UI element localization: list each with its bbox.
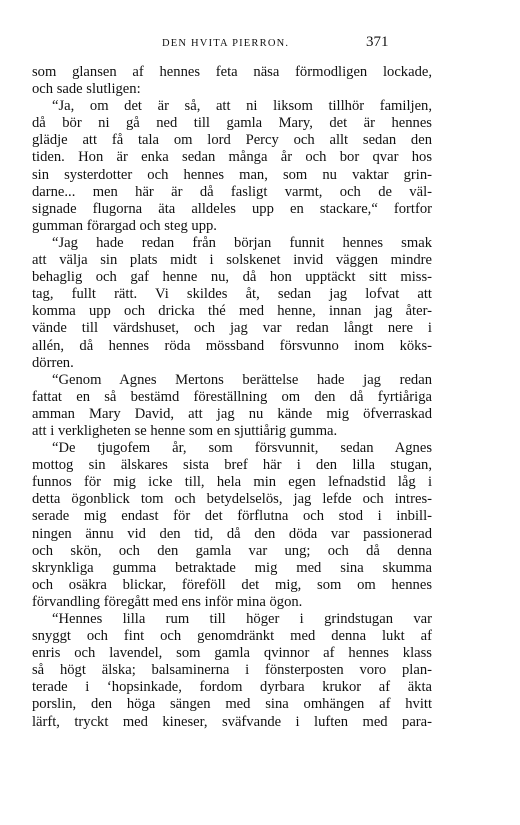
text-line: ningen ännu vid den tid, då den döda var passionerad	[32, 525, 432, 542]
text-line: “Genom Agnes Mertons berättelse hade jag redan	[52, 371, 432, 388]
text-line: enris och lavendel, som gamla qvinnor af hennes klass	[32, 645, 432, 662]
text-line: komma upp och dricka thé med henne, innan jag åter-	[32, 303, 432, 320]
body-text	[32, 64, 432, 731]
text-line: gumman förargad och steg upp.	[32, 217, 217, 234]
text-line: då bör ni gå ned till gamla Mary, det är hennes	[32, 115, 432, 132]
text-line: “De tjugofem år, som försvunnit, sedan Agnes	[52, 440, 432, 457]
text-line: “Hennes lilla rum till höger i grindstugan var	[52, 611, 432, 627]
text-line: skrynkliga gumma betraktade mig med sina skumma	[32, 559, 432, 576]
text-line: glädje att få tala om lord Percy och allt sedan den	[32, 132, 432, 149]
text-line: lärft, tryckt med kineser, sväfvande i luften med para-	[32, 713, 432, 730]
text-line: sin systerdotter och hennes man, som nu vaktar grin-	[32, 166, 432, 183]
text-line: tag, fullt rätt. Vi skildes åt, sedan jag lofvat att	[32, 286, 432, 303]
text-line: och osäkra blickar, föreföll det mig, som om hennes	[32, 576, 432, 593]
text-line: detta ögonblick tom och betydelselös, jag lefde och intres-	[32, 491, 432, 508]
text-line: och sade slutligen:	[32, 81, 141, 98]
text-line: “Ja, om det är så, att ni liksom tillhör familjen,	[52, 98, 432, 115]
text-line: att i verkligheten se henne som en sjuttiårig gumma.	[32, 422, 338, 439]
page-header	[0, 34, 520, 54]
text-line: allén, då hennes röda mössband försvunno inom köks-	[32, 337, 432, 354]
text-line: porslin, den höga sängen med sina omhängen af hvitt	[32, 696, 432, 713]
text-line: dörren.	[32, 354, 74, 371]
text-line: signade flugorna äta alldeles upp en stackare,“ fortfor	[32, 200, 432, 217]
running-title: DEN HVITA PIERRON.	[162, 38, 290, 49]
text-line: fattat en så bestämd föreställning om den då fyrtiåriga	[32, 388, 432, 405]
text-line: “Jag hade redan från början funnit hennes smak	[52, 234, 432, 251]
page-number: 371	[366, 34, 389, 50]
text-line: serade mig endast för det förflutna och stod i inbill-	[32, 508, 432, 525]
text-line: så högt älska; balsaminerna i fönsterposten voro plan-	[32, 662, 432, 679]
text-line: terade i ‘hopsinkade, fordom dyrbara krukor af äkta	[32, 679, 432, 696]
text-line: mottog sin älskares sista bref här i den lilla stugan,	[32, 457, 432, 474]
text-line: behaglig och gaf henne nu, då hon upptäckt sitt miss-	[32, 269, 432, 286]
text-line: tiden. Hon är enka sedan många år och bor qvar hos	[32, 149, 432, 166]
text-line: och skön, och den gamla var ung; och då denna	[32, 542, 432, 559]
text-line: darne... men här är då fasligt varmt, och de väl-	[32, 183, 432, 200]
text-line: funnos för mig icke till, hela min egen lefnadstid låg i	[32, 474, 432, 491]
text-line: förvandling föregått med ens inför mina ögon.	[32, 593, 303, 610]
text-line: som glansen af hennes feta näsa förmodligen lockade,	[32, 64, 432, 80]
text-line: att välja sin plats midt i solskenet invid väggen mindre	[32, 252, 432, 269]
text-line: vände till värdshuset, och jag var redan långt nere i	[32, 320, 432, 337]
text-line: snyggt och fint och genomdränkt med denna lukt af	[32, 628, 432, 645]
text-line: amman Mary David, att jag nu kände mig öfverraskad	[32, 405, 432, 422]
